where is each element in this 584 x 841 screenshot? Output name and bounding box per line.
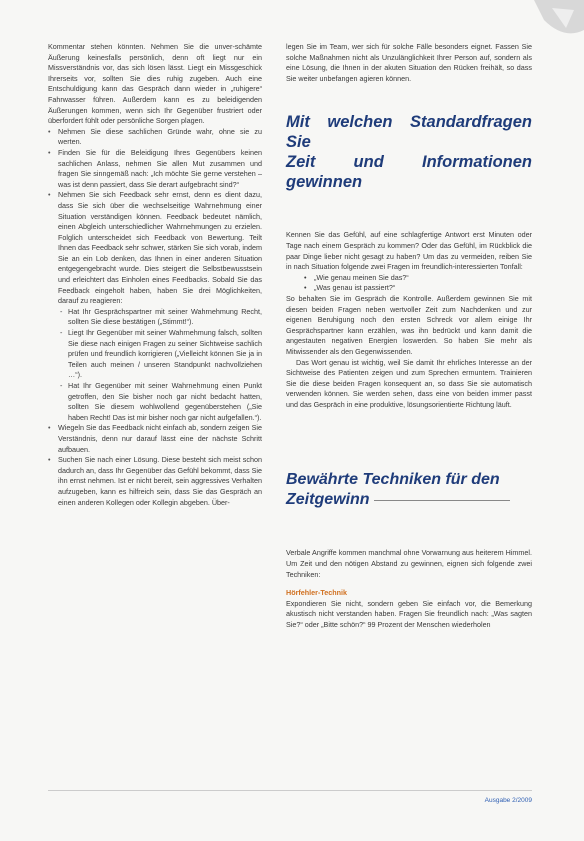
left-dash-list [48, 307, 262, 424]
list-item: • Nehmen Sie sich Feedback sehr ernst, denn es dient dazu, dass Sie sich über die wechselseitige Wahrnehmung einer Situation verständigen können. Feedback bedeutet nämlich, einen Abgleich unterschiedlicher Wahrnehmungen zu erzielen. Folglich unterscheidet sich Feedback von Bewertung. Teilt Ihnen das Feedback sehr schwer, stärken Sie sich vorab, indem Sie an ein Lob denken, das Ihnen in einer anderen Situation entgegengebracht wurde. Dies steigert die Selbstbewusstsein und erleichtert das Einholen eines Feedbacks. Sobald Sie das Feedback eingeholt haben, haben Sie drei Möglichkeiten, darauf zu reagieren: [48, 190, 262, 307]
page-footer: Ausgabe 2/2009 [484, 797, 532, 804]
left-bullet-list-2 [48, 423, 262, 508]
right-column [286, 42, 532, 631]
heading-line: Bewährte Techniken für den [286, 471, 500, 489]
list-item: • Finden Sie für die Beleidigung Ihres Gegenübers keinen sachlichen Anlass, nehmen Sie allen Mut zusammen und fragen Sie sinngemäß nach: „Ich möchte Sie gerne verstehen – was ist denn passiert, dass Sie derart aufgebracht sind?“ [48, 148, 262, 190]
list-item: - Hat Ihr Gegenüber mit seiner Wahrnehmung einen Punkt getroffen, den Sie bisher noch gar nicht bedacht hatten, sollten Sie diesem wohlwollend gegenüberstehen („Sie haben Recht! Das ist mir bisher noch gar nicht aufgefallen.“). [58, 381, 262, 423]
left-column [48, 42, 262, 508]
right-paragraph-5: Verbale Angriffe kommen manchmal ohne Vorwarnung aus heiterem Himmel. Um Zeit und den nötigen Abstand zu gewinnen, eignen sich folgende zwei Techniken: [286, 548, 532, 579]
left-paragraph-1: Kommentar stehen könnten. Nehmen Sie die unver-schämte Äußerung keinesfalls persönlich, denn oft liegt nur ein Missverständnis vor, das sich lösen lässt. Liegt ein Missgeschick Ihrerseits vor, sollten Sie dies ruhig zugeben. Auch eine Entschuldigung kann das Gespräch dann wieder in „ruhigere“ Fahrwasser führen. Außerdem kann es zu beleidigenden Äußerungen kommen, wenn sich Ihr Gegenüber frustriert oder überfordert fühlt oder persönliche Sorgen plagen. [48, 42, 262, 126]
heading-line: Mit welchen Standardfragen Sie [286, 113, 532, 152]
list-item: - Liegt Ihr Gegenüber mit seiner Wahrnehmung falsch, sollten Sie diese nach einigen Fragen zu seiner Sichtweise sachlich prüfen und freundlich korrigieren („Vielleicht können Sie ja in Teilen auch meinen / unseren Standpunkt nachvollziehen …“). [58, 328, 262, 381]
right-paragraph-6: Expondieren Sie nicht, sondern geben Sie einfach vor, die Bemerkung akustisch nicht verstanden haben. Fragen Sie freundlich nach: „Was sagten Sie?“ oder „Bitte schön?“ 99 Prozent der Menschen wiederholen [286, 598, 532, 630]
heading-line: Zeitgewinn [286, 491, 370, 509]
right-paragraph-3: So behalten Sie im Gespräch die Kontrolle. Außerdem gewinnen Sie mit diesen beiden Fragen neben wertvoller Zeit zum Nachdenken und zur eigenen Beruhigung noch den ersten Schreck vor allem einige Ihr Gesprächspartner kann erzählen, was ihn bedrückt und kann damit die angestauten negativen Energien loswerden. So haben Sie mehr als Mitwissender als den Gegenwissenden. [286, 293, 532, 356]
subheading-hoerfehler: Hörfehler-Technik [286, 588, 347, 598]
list-item: - Hat Ihr Gesprächspartner mit seiner Wahrnehmung Recht, sollten Sie diese bestätigen („Stimmt!“). [58, 307, 262, 328]
section-heading-techniques [286, 470, 532, 510]
question-list [304, 273, 532, 294]
section-heading-standard-questions [286, 112, 532, 192]
list-item: • „Wie genau meinen Sie das?“ [304, 273, 532, 284]
heading-line: Zeit und Informationen gewinnen [286, 153, 532, 192]
list-item: • „Was genau ist passiert?“ [304, 283, 532, 294]
right-paragraph-4: Das Wort genau ist wichtig, weil Sie damit Ihr ehrliches Interesse an der Sichtweise des Patienten zeigen und zum Sprechen ermuntern. Trainieren Sie die diese beiden Fragen konsequent an, so dass Sie sie automatisch verwenden können. Sie werden sehen, dass eine von beiden immer passt und das Gespräch in eine produktive, lösungsorientierte Richtung läuft. [286, 357, 532, 409]
footer-divider [48, 790, 532, 791]
list-item: • Wiegeln Sie das Feedback nicht einfach ab, sondern zeigen Sie Verständnis, denn nur darauf lässt eine der nächste Schritt aufbauen. [48, 423, 262, 455]
list-item: • Nehmen Sie diese sachlichen Gründe wahr, ohne sie zu werten. [48, 127, 262, 148]
right-paragraph-1: legen Sie im Team, wer sich für solche Fälle besonders eignet. Fassen Sie solche Maßnahmen nicht als Unzulänglichkeit Ihrer Person auf, sondern als eine Lösung, die Ihnen in der akuten Situation den Rücken freihält, so dass Sie weiter unbefangen agieren können. [286, 42, 532, 83]
right-paragraph-2: Kennen Sie das Gefühl, auf eine schlagfertige Antwort erst Minuten oder Tage nach einem Gespräch zu kommen? Oder das Gefühl, im Rückblick die paar Dinge lieber nicht gesagt zu haben? Um das zu vermeiden, reiben Sie in nach Situation folgende zwei Fragen im freundlich-interessierten Tonfall: [286, 230, 532, 272]
heading-rule [374, 500, 510, 501]
list-item: • Suchen Sie nach einer Lösung. Diese besteht sich meist schon dadurch an, dass Ihr Gegenüber das Gefühl bekommt, dass Sie ihn ernst nehmen. Ist er nicht bereit, sein aggressives Verhalten aufzugeben, kann es hilfreich sein, dass Sie das Gespräch an einen anderen Kollegen oder Kollegin abgeben. Über- [48, 455, 262, 508]
left-bullet-list [48, 127, 262, 307]
